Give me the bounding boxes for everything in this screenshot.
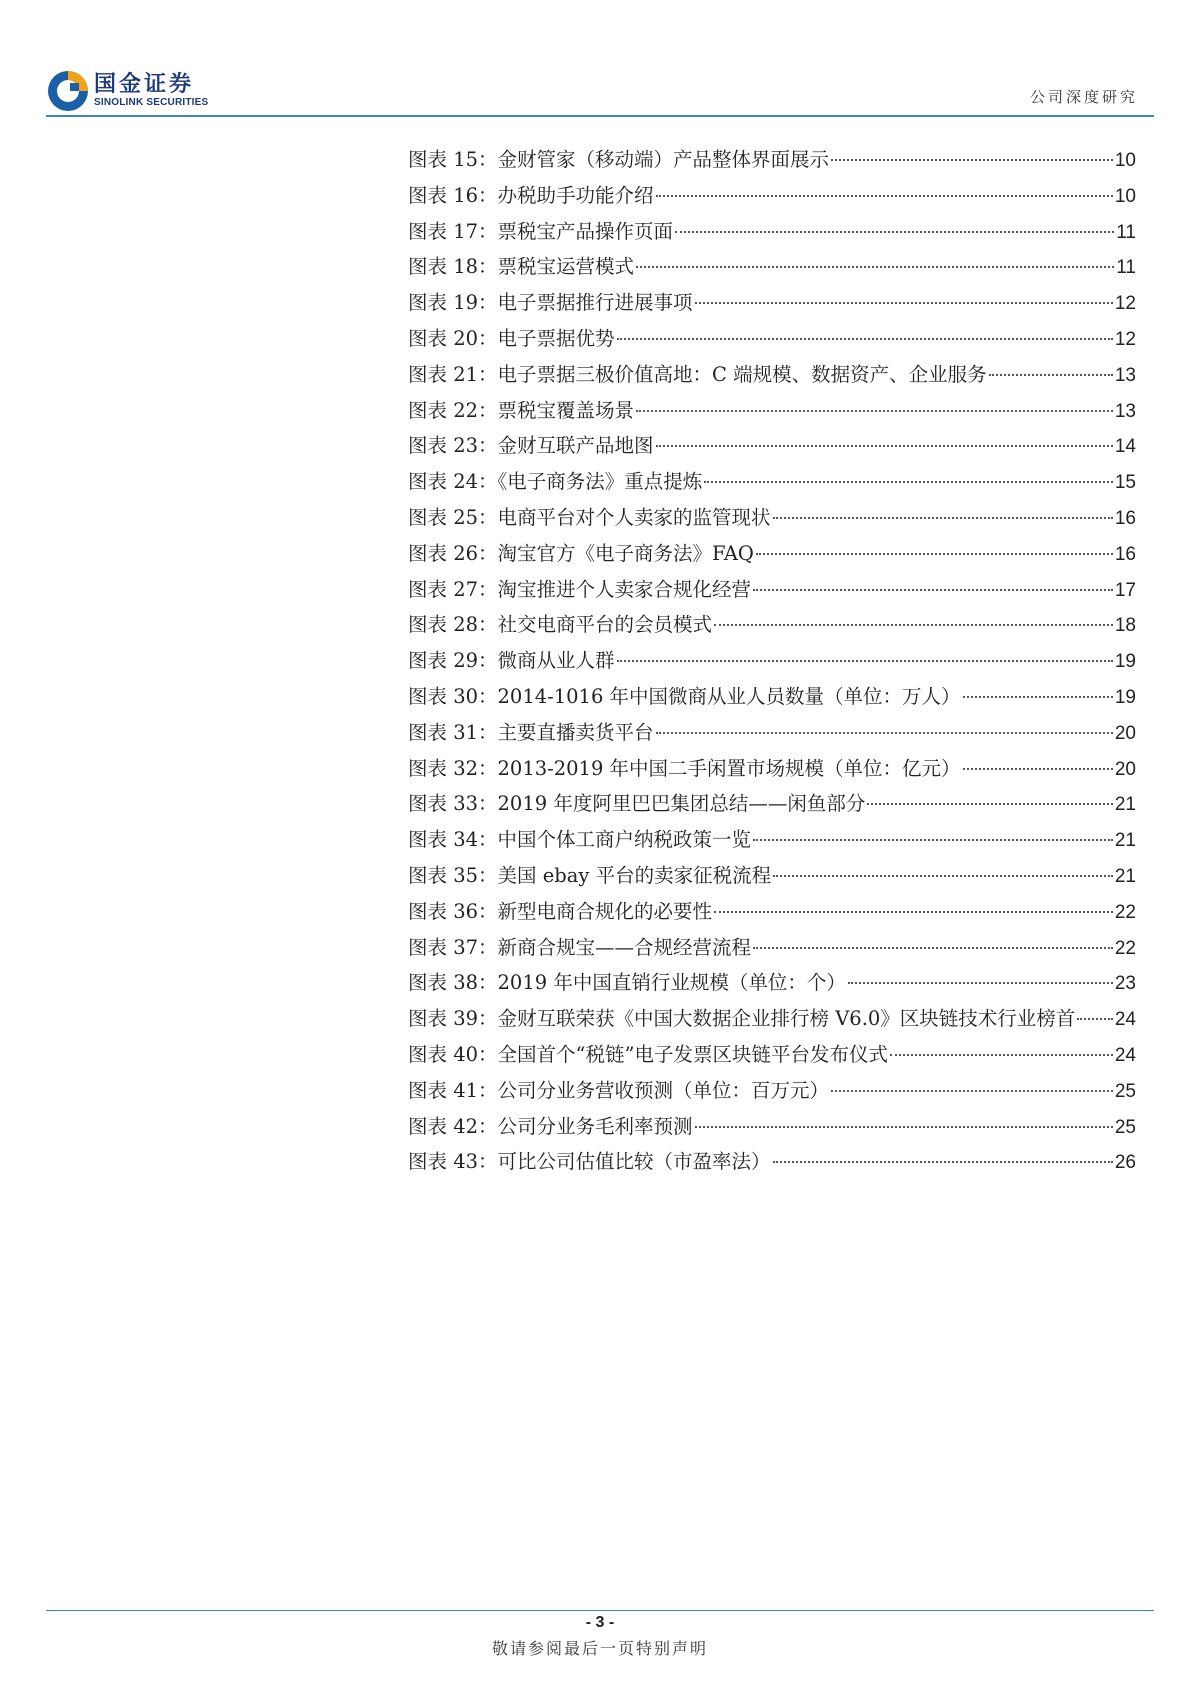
header-divider — [46, 115, 1154, 117]
toc-entry-page: 15 — [1114, 472, 1136, 494]
toc-leader-dots — [831, 1090, 1113, 1092]
toc-entry[interactable] — [408, 249, 1136, 285]
toc-leader-dots — [773, 517, 1113, 519]
toc-entry[interactable] — [408, 464, 1136, 500]
toc-leader-dots — [695, 1126, 1113, 1128]
toc-entry-page: 23 — [1114, 973, 1136, 995]
toc-entry-page: 16 — [1114, 507, 1136, 529]
toc-entry-page: 26 — [1114, 1152, 1136, 1174]
toc-entry-label: 图表 41：公司分业务营收预测（单位：百万元） — [408, 1078, 830, 1102]
toc-entry-page: 21 — [1114, 830, 1136, 852]
toc-entry[interactable] — [408, 965, 1136, 1001]
toc-leader-dots — [890, 1054, 1113, 1056]
toc-entry-page: 13 — [1114, 400, 1136, 422]
toc-entry-label: 图表 17：票税宝产品操作页面 — [408, 219, 674, 243]
toc-entry-label: 图表 27：淘宝推进个人卖家合规化经营 — [408, 577, 752, 601]
toc-entry-page: 19 — [1114, 686, 1136, 708]
toc-entry-label: 图表 31：主要直播卖货平台 — [408, 720, 654, 744]
toc-entry[interactable] — [408, 751, 1136, 787]
toc-leader-dots — [1077, 1018, 1113, 1020]
toc-leader-dots — [695, 302, 1113, 304]
toc-entry[interactable] — [408, 214, 1136, 250]
toc-entry[interactable] — [408, 858, 1136, 894]
toc-leader-dots — [656, 195, 1113, 197]
toc-entry[interactable] — [408, 178, 1136, 214]
toc-leader-dots — [989, 374, 1113, 376]
toc-entry-label: 图表 18：票税宝运营模式 — [408, 255, 635, 279]
toc-leader-dots — [656, 445, 1113, 447]
logo-english-name: SINOLINK SECURITIES — [94, 97, 209, 108]
toc-entry-label: 图表 21：电子票据三极价值高地：C 端规模、数据资产、企业服务 — [408, 362, 987, 386]
toc-entry[interactable] — [408, 930, 1136, 966]
toc-entry-label: 图表 28：社交电商平台的会员模式 — [408, 613, 713, 637]
toc-entry-page: 20 — [1114, 758, 1136, 780]
toc-entry[interactable] — [408, 428, 1136, 464]
toc-entry-label: 图表 24：《电子商务法》重点提炼 — [408, 470, 703, 494]
toc-entry-label: 图表 22：票税宝覆盖场景 — [408, 398, 635, 422]
toc-entry-label: 图表 29：微商从业人群 — [408, 649, 615, 673]
toc-entry[interactable] — [408, 786, 1136, 822]
toc-leader-dots — [636, 266, 1114, 268]
toc-leader-dots — [773, 1161, 1113, 1163]
toc-leader-dots — [714, 911, 1113, 913]
toc-entry[interactable] — [408, 1037, 1136, 1073]
toc-leader-dots — [675, 231, 1114, 233]
toc-entry[interactable] — [408, 1144, 1136, 1180]
toc-entry-page: 11 — [1116, 221, 1136, 243]
toc-entry-label: 图表 30：2014-1016 年中国微商从业人员数量（单位：万人） — [408, 684, 961, 708]
toc-leader-dots — [753, 589, 1113, 591]
toc-entry-label: 图表 33：2019 年度阿里巴巴集团总结——闲鱼部分 — [408, 792, 866, 816]
toc-entry-page: 20 — [1114, 722, 1136, 744]
toc-entry-page: 11 — [1116, 257, 1136, 279]
toc-entry-label: 图表 42：公司分业务毛利率预测 — [408, 1114, 693, 1138]
toc-leader-dots — [714, 624, 1113, 626]
toc-leader-dots — [617, 660, 1113, 662]
toc-entry-label: 图表 36：新型电商合规化的必要性 — [408, 899, 713, 923]
toc-entry[interactable] — [408, 572, 1136, 608]
toc-entry[interactable] — [408, 679, 1136, 715]
toc-entry-label: 图表 37：新商合规宝——合规经营流程 — [408, 935, 752, 959]
toc-leader-dots — [704, 481, 1113, 483]
toc-entry-page: 17 — [1114, 579, 1136, 601]
toc-entry[interactable] — [408, 285, 1136, 321]
toc-entry-label: 图表 34：中国个体工商户纳税政策一览 — [408, 828, 752, 852]
toc-leader-dots — [753, 947, 1113, 949]
toc-entry-page: 14 — [1114, 436, 1136, 458]
toc-entry-label: 图表 25：电商平台对个人卖家的监管现状 — [408, 505, 771, 529]
toc-leader-dots — [773, 875, 1113, 877]
toc-leader-dots — [756, 553, 1113, 555]
toc-entry[interactable] — [408, 1073, 1136, 1109]
toc-entry[interactable] — [408, 1001, 1136, 1037]
toc-entry-label: 图表 35：美国 ebay 平台的卖家征税流程 — [408, 863, 772, 887]
company-logo — [46, 68, 208, 114]
toc-entry[interactable] — [408, 894, 1136, 930]
sinolink-logo-icon — [46, 69, 90, 113]
toc-entry-label: 图表 43：可比公司估值比较（市盈率法） — [408, 1150, 771, 1174]
toc-entry[interactable] — [408, 321, 1136, 357]
toc-entry-label: 图表 23：金财互联产品地图 — [408, 434, 654, 458]
toc-entry-page: 24 — [1114, 1044, 1136, 1066]
toc-entry-page: 13 — [1114, 364, 1136, 386]
toc-entry[interactable] — [408, 357, 1136, 393]
figure-index-list — [408, 142, 1136, 1180]
toc-entry[interactable] — [408, 607, 1136, 643]
toc-entry-page: 22 — [1114, 937, 1136, 959]
toc-leader-dots — [831, 159, 1113, 161]
logo-chinese-name: 国金证券 — [94, 72, 195, 97]
toc-entry-page: 10 — [1114, 150, 1136, 171]
toc-entry-label: 图表 16：办税助手功能介绍 — [408, 183, 654, 207]
toc-entry[interactable] — [408, 393, 1136, 429]
toc-entry[interactable] — [408, 715, 1136, 751]
report-type-label: 公司深度研究 — [1029, 88, 1138, 106]
toc-entry-page: 21 — [1114, 794, 1136, 816]
toc-entry-page: 25 — [1114, 1116, 1136, 1138]
toc-entry-label: 图表 15：金财管家（移动端）产品整体界面展示 — [408, 148, 830, 171]
toc-entry-page: 22 — [1114, 901, 1136, 923]
page-number: - 3 - — [585, 1614, 615, 1631]
toc-entry[interactable] — [408, 500, 1136, 536]
toc-entry-label: 图表 26：淘宝官方《电子商务法》FAQ — [408, 541, 754, 565]
toc-entry-page: 19 — [1114, 651, 1136, 673]
toc-entry-label: 图表 32：2013-2019 年中国二手闲置市场规模（单位：亿元） — [408, 756, 961, 780]
toc-entry-page: 12 — [1114, 293, 1136, 315]
toc-entry[interactable] — [408, 536, 1136, 572]
toc-entry-label: 图表 40：全国首个“税链”电子发票区块链平台发布仪式 — [408, 1042, 888, 1066]
toc-leader-dots — [753, 839, 1113, 841]
toc-entry-page: 25 — [1114, 1080, 1136, 1102]
footer-disclaimer: 敬请参阅最后一页特别声明 — [491, 1639, 708, 1658]
page-header — [46, 62, 1154, 118]
toc-entry-page: 24 — [1114, 1009, 1136, 1031]
toc-entry-page: 10 — [1114, 185, 1136, 207]
toc-leader-dots — [848, 982, 1113, 984]
toc-entry[interactable] — [408, 643, 1136, 679]
toc-entry-page: 18 — [1114, 615, 1136, 637]
toc-entry[interactable] — [408, 1109, 1136, 1145]
toc-entry[interactable] — [408, 822, 1136, 858]
toc-entry-label: 图表 39：金财互联荣获《中国大数据企业排行榜 V6.0》区块链技术行业榜首 — [408, 1007, 1076, 1031]
toc-entry-page: 21 — [1114, 865, 1136, 887]
toc-leader-dots — [867, 803, 1113, 805]
toc-entry-page: 16 — [1114, 543, 1136, 565]
toc-leader-dots — [617, 338, 1113, 340]
toc-entry[interactable] — [408, 142, 1136, 178]
toc-entry-label: 图表 20：电子票据优势 — [408, 326, 615, 350]
toc-entry-label: 图表 19：电子票据推行进展事项 — [408, 291, 693, 315]
toc-entry-label: 图表 38：2019 年中国直销行业规模（单位：个） — [408, 971, 846, 995]
toc-leader-dots — [656, 732, 1113, 734]
toc-leader-dots — [636, 410, 1113, 412]
footer-divider — [46, 1610, 1154, 1611]
toc-entry-page: 12 — [1114, 328, 1136, 350]
toc-leader-dots — [963, 696, 1113, 698]
toc-leader-dots — [963, 768, 1113, 770]
